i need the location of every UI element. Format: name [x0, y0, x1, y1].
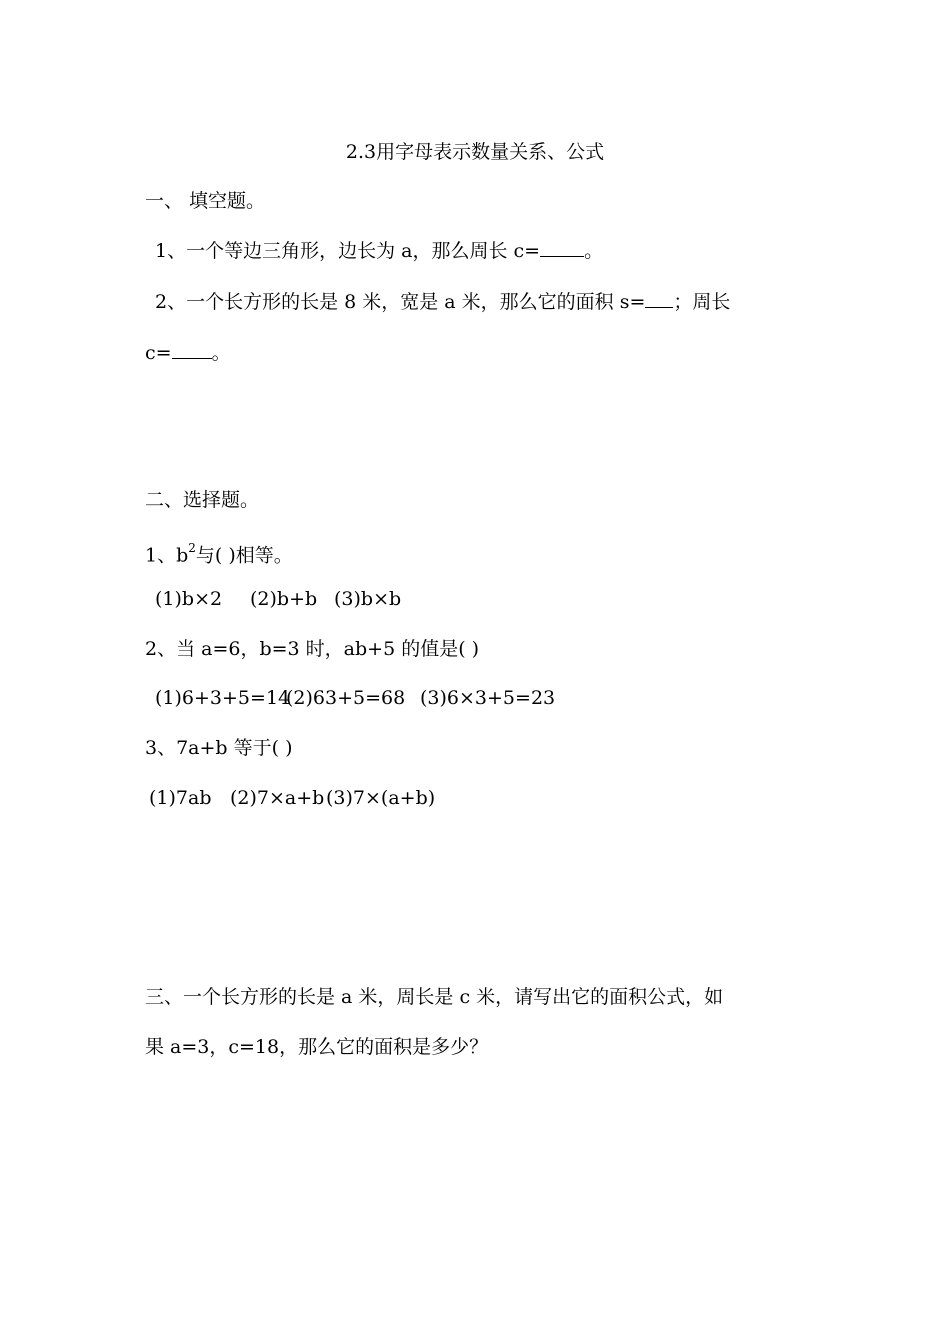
- option: (2)63+5=68: [286, 687, 406, 709]
- fill-question-2-end: 。: [211, 342, 231, 364]
- section2-heading: 二、选择题。: [145, 489, 260, 511]
- choice-question-1-pre: 1、b: [145, 544, 189, 567]
- choice-question-1: [145, 538, 293, 567]
- fill-question-2-text: 2、一个长方形的长是 8 米，宽是 a 米，那么它的面积 s=: [155, 291, 646, 313]
- option: (2)7×a+b: [230, 787, 325, 809]
- option: (2)b+b: [250, 588, 318, 610]
- answer-blank: [540, 238, 584, 257]
- choice-question-1-post: 与( )相等。: [195, 544, 293, 567]
- section3-line1: 三、一个长方形的长是 a 米，周长是 c 米，请写出它的面积公式，如: [145, 986, 724, 1008]
- option: (3)b×b: [334, 588, 402, 610]
- option: (1)b×2: [155, 588, 223, 610]
- superscript: 2: [188, 541, 196, 555]
- choice-question-3-options: [149, 786, 435, 810]
- answer-blank: [645, 289, 673, 308]
- option: (1)7ab: [149, 787, 212, 809]
- fill-question-1-end: 。: [584, 240, 604, 262]
- fill-question-2-mid: ；周长: [673, 291, 731, 313]
- fill-question-2-line2: [145, 340, 231, 365]
- choice-question-2-options: [155, 686, 555, 710]
- option: (3)7×(a+b): [326, 787, 436, 809]
- fill-question-2: [155, 289, 730, 314]
- choice-question-2: 2、当 a=6，b=3 时，ab+5 的值是( ): [145, 638, 480, 660]
- section1-heading: 一、 填空题。: [145, 190, 266, 212]
- choice-question-1-options: [155, 587, 401, 611]
- page-title: 2.3用字母表示数量关系、公式: [345, 141, 605, 163]
- option: (3)6×3+5=23: [420, 687, 556, 709]
- answer-blank: [172, 340, 212, 359]
- fill-question-1: [155, 238, 603, 263]
- option: (1)6+3+5=14: [155, 687, 291, 709]
- fill-question-2-line2-text: c=: [145, 342, 172, 364]
- section3-line2: 果 a=3，c=18，那么它的面积是多少？: [145, 1036, 489, 1058]
- choice-question-3: 3、7a+b 等于( ): [145, 737, 293, 759]
- fill-question-1-text: 1、一个等边三角形，边长为 a，那么周长 c=: [155, 240, 541, 262]
